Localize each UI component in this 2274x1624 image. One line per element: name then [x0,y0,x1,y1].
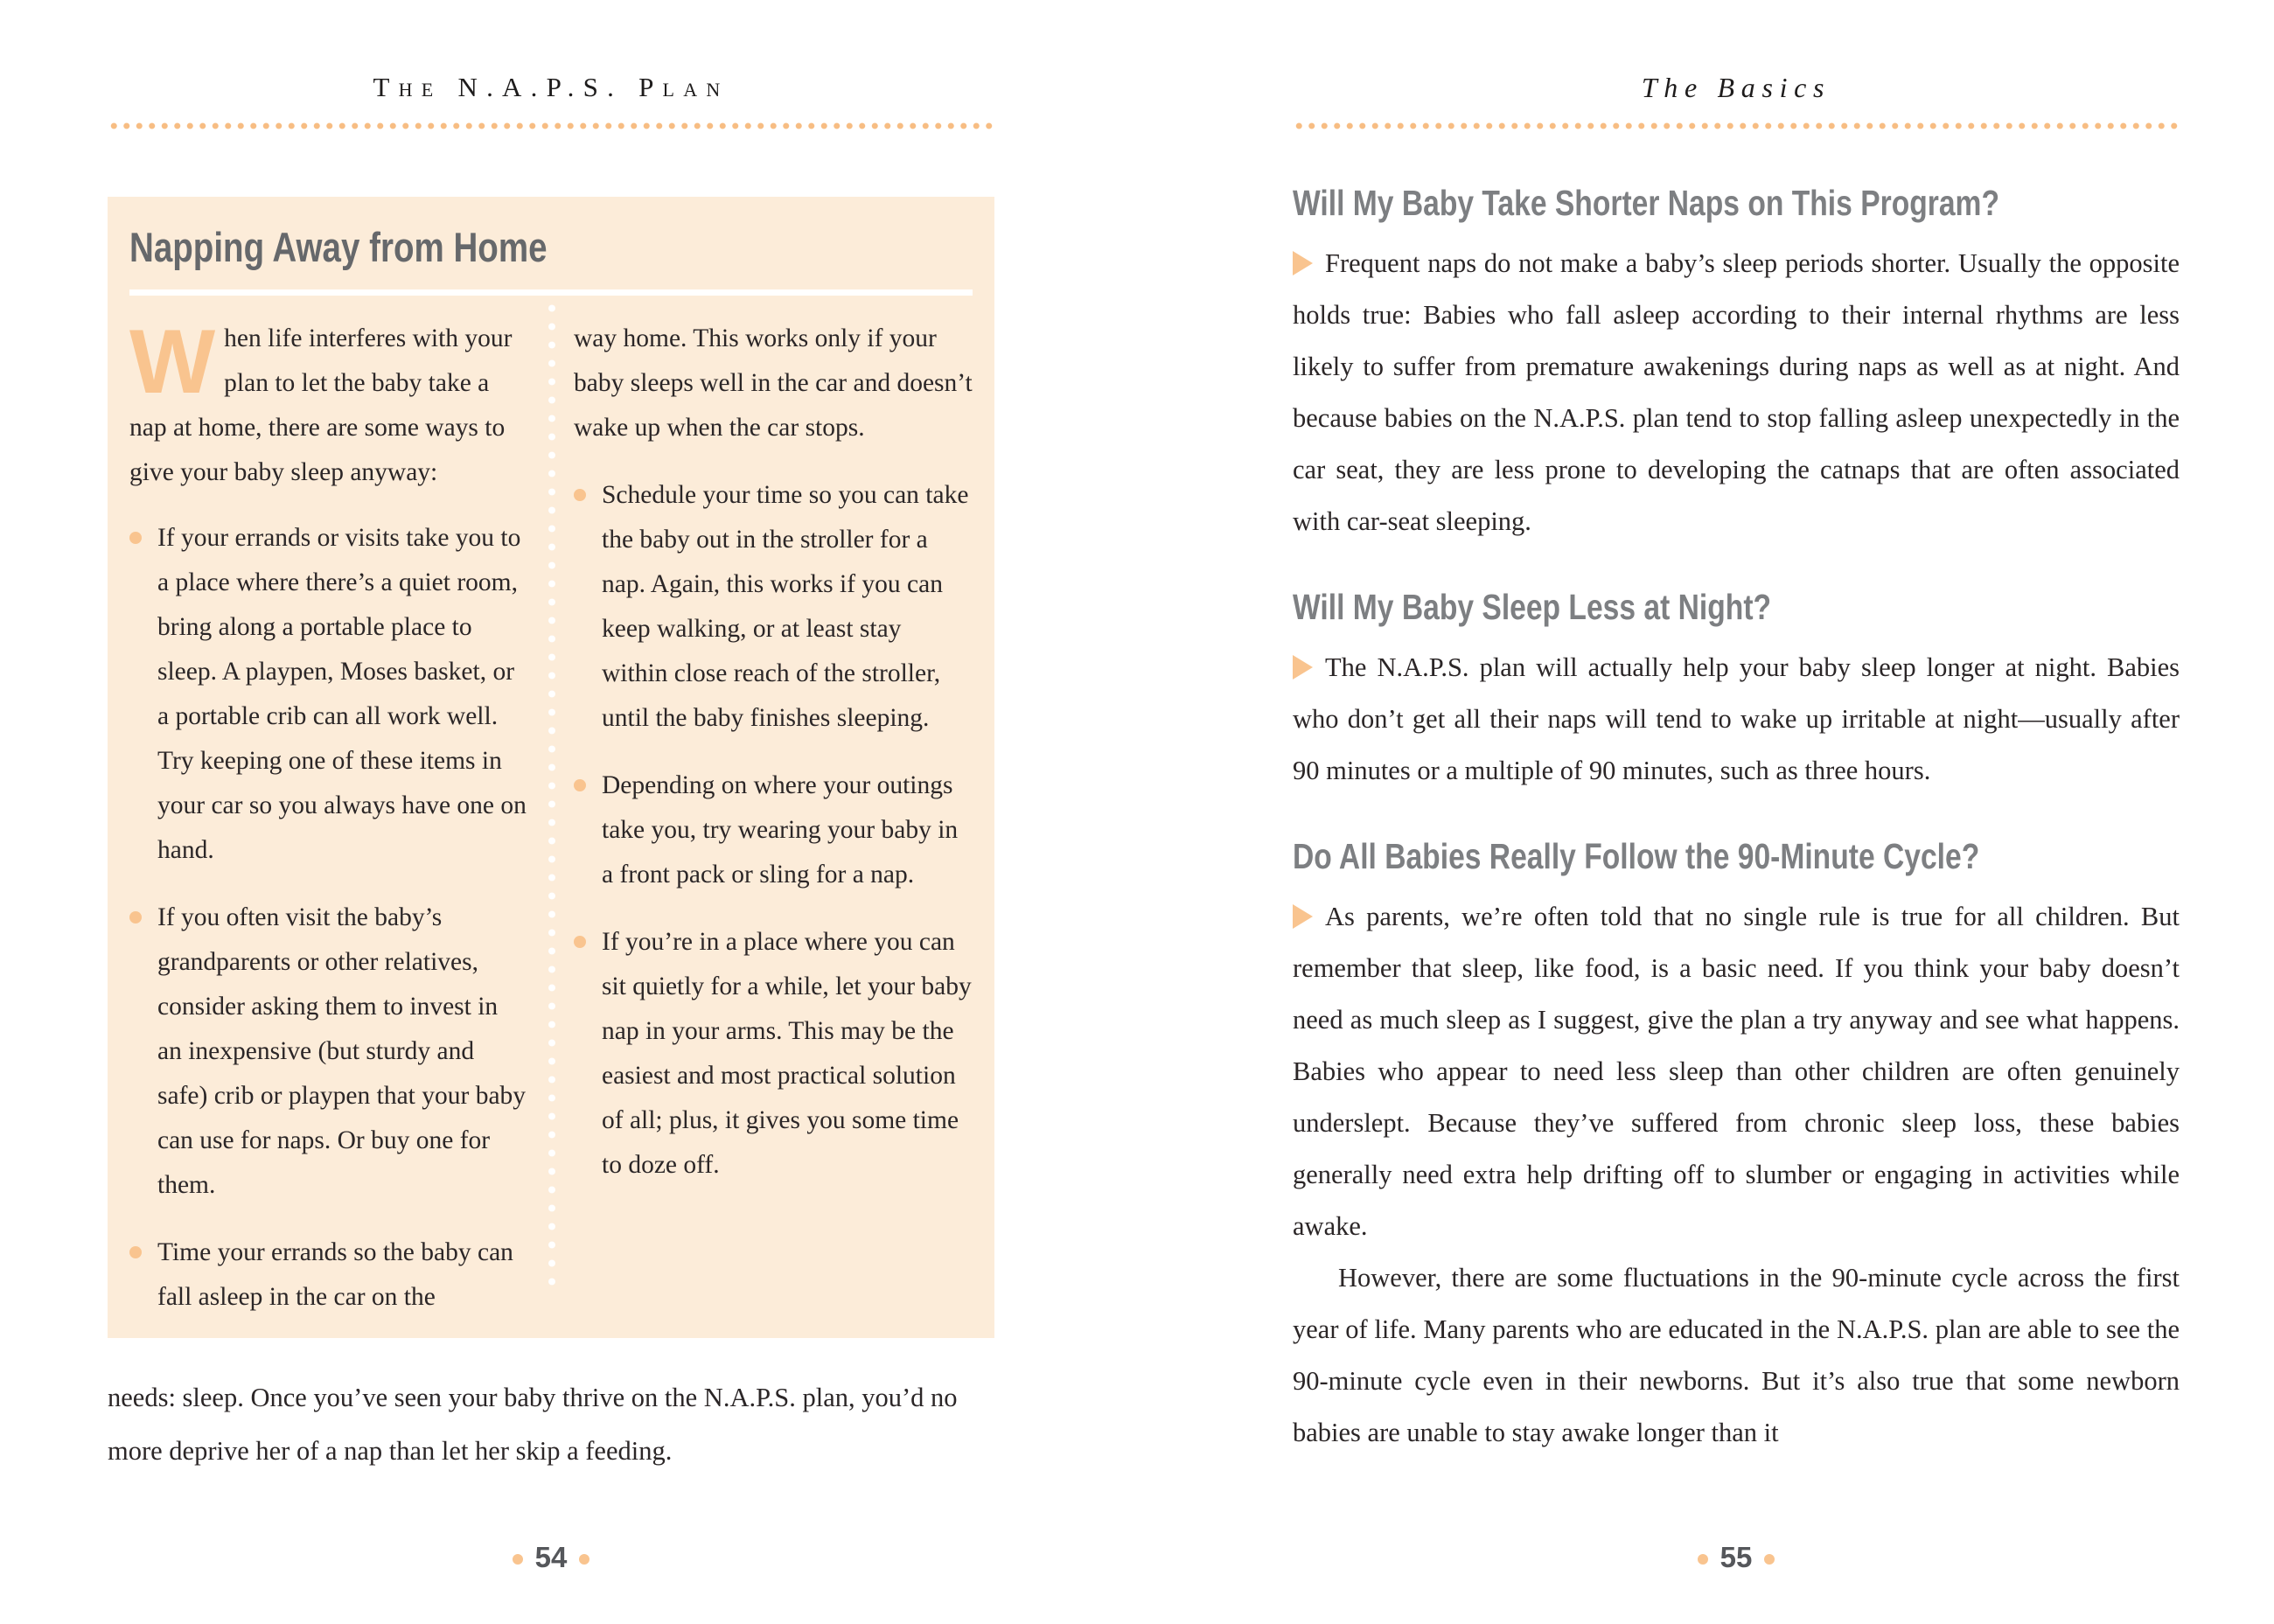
bullet-dot-icon [129,1246,142,1258]
right-running-head: The Basics [1641,72,1831,103]
section-paragraph [1293,891,2180,1252]
page-number-dot-icon [1698,1554,1708,1565]
list-item [129,896,528,1208]
bullet-text: Time your errands so the baby can fall asleep in the car on the [157,1238,513,1311]
list-item [574,763,973,897]
section-heading: Will My Baby Take Shorter Naps on This Program? [1293,183,1999,223]
bullet-dot-icon [129,911,142,924]
triangle-bullet-icon [1293,655,1313,680]
bullet-text: Depending on where your outings take you, try wearing your baby in a front pack or sling for a nap. [602,771,959,889]
napping-sidebar-box [108,197,994,1338]
triangle-bullet-icon [1293,251,1313,275]
list-item [129,1230,528,1320]
left-body-paragraph: needs: sleep. Once you’ve seen your baby thrive on the N.A.P.S. plan, you’d no more deprive her of a nap than let her skip a feeding. [108,1383,958,1466]
sidebar-columns [108,296,994,1338]
column-divider-dotted-line [548,299,555,1292]
bullet-text: If your errands or visits take you to a place where there’s a quiet room, bring along a portable place to sleep. A playpen, Moses basket, or a portable crib can all work well. Try keeping one of these items in your car so you always have one on hand. [157,524,527,864]
section-paragraph [1293,642,2180,797]
section-shorter-naps [1293,182,2180,547]
sidebar-title-rule [129,289,973,296]
bullet-dot-icon [574,936,586,948]
right-page-number-row [1293,1541,2180,1574]
bullet-dot-icon [574,779,586,791]
sidebar-column-1 [129,311,528,1338]
sidebar-column-2 [574,317,973,1338]
right-page-content [1293,166,2180,1459]
triangle-bullet-icon [1293,904,1313,929]
section-90-minute-cycle [1293,835,2180,1459]
sidebar-box-title: Napping Away from Home [129,224,548,270]
sidebar-bullet-list-2 [574,473,973,1188]
list-item [574,473,973,741]
list-item [129,516,528,873]
paragraph-text: The N.A.P.S. plan will actually help your baby sleep longer at night. Babies who don’t get all their naps will tend to wake up irritable at night—usually after 90 minutes or a multiple of 90 minutes, such as three hours. [1293,652,2180,785]
sidebar-intro-paragraph [129,311,528,495]
bullet-continuation-text: way home. This works only if your baby sleeps well in the car and doesn’t wake up when the car stops. [574,324,973,442]
page-number-dot-icon [579,1554,589,1565]
page-number: 54 [534,1541,568,1573]
sidebar-intro-text: hen life interferes with your plan to let the baby take a nap at home, there are some ways to give your baby sleep anyway: [129,324,513,486]
section-heading: Do All Babies Really Follow the 90-Minute Cycle? [1293,836,1980,876]
paragraph-text: As parents, we’re often told that no single rule is true for all children. But remember that sleep, like food, is a basic need. If you think your baby doesn’t need as much sleep as I suggest, give the plan a try anyway and see what happens. Babies who appear to need less sleep than other children are often genuinely underslept. Because they’ve suffered from chronic sleep loss, these babies generally need extra help drifting off to slumber or engaging in activities while awake. [1293,902,2180,1241]
section-sleep-less-at-night [1293,586,2180,797]
bullet-text: Schedule your time so you can take the baby out in the stroller for a nap. Again, this works if you can keep walking, or at least stay within close reach of the stroller, until the baby finishes sleeping. [602,481,969,732]
bullet-dot-icon [129,532,142,544]
list-item [574,920,973,1188]
paragraph-text: Frequent naps do not make a baby’s sleep periods shorter. Usually the opposite holds true: Babies who fall asleep according to their internal rhythms are less likely to suffer from premature awakenings during naps as well as at night. And because babies on the N.A.P.S. plan tend to stop falling asleep unexpectedly in the car seat, they are less prone to developing the catnaps that are often associated with car-seat sleeping. [1293,248,2180,536]
left-running-head: The N.A.P.S. Plan [373,72,729,102]
sidebar-bullet-list-1 [129,516,528,1320]
dropcap-letter: W [129,311,216,413]
section-paragraph [1293,238,2180,547]
page-number-dot-icon [513,1554,523,1565]
left-page-number-row [108,1541,994,1574]
bullet-dot-icon [574,489,586,501]
section-heading: Will My Baby Sleep Less at Night? [1293,587,1772,627]
right-dotted-rule [1293,122,2180,129]
left-dotted-rule [108,122,994,129]
section-paragraph: However, there are some fluctuations in the 90-minute cycle across the first year of life. Many parents who are educated in the N.A.P.S. plan are able to see the 90-minute cycle even in their newborns. But it’s also true that some newborn babies are unable to stay awake longer than it [1293,1263,2180,1447]
bullet-text: If you often visit the baby’s grandparents or other relatives, consider asking them to invest in an inexpensive (but sturdy and safe) crib or playpen that your baby can use for naps. Or buy one for them. [157,903,527,1199]
page-number-dot-icon [1764,1554,1775,1565]
page-number: 55 [1719,1541,1753,1573]
bullet-text: If you’re in a place where you can sit quietly for a while, let your baby nap in your arms. This may be the easiest and most practical solution of all; plus, it gives you some time to doze off. [602,928,972,1179]
